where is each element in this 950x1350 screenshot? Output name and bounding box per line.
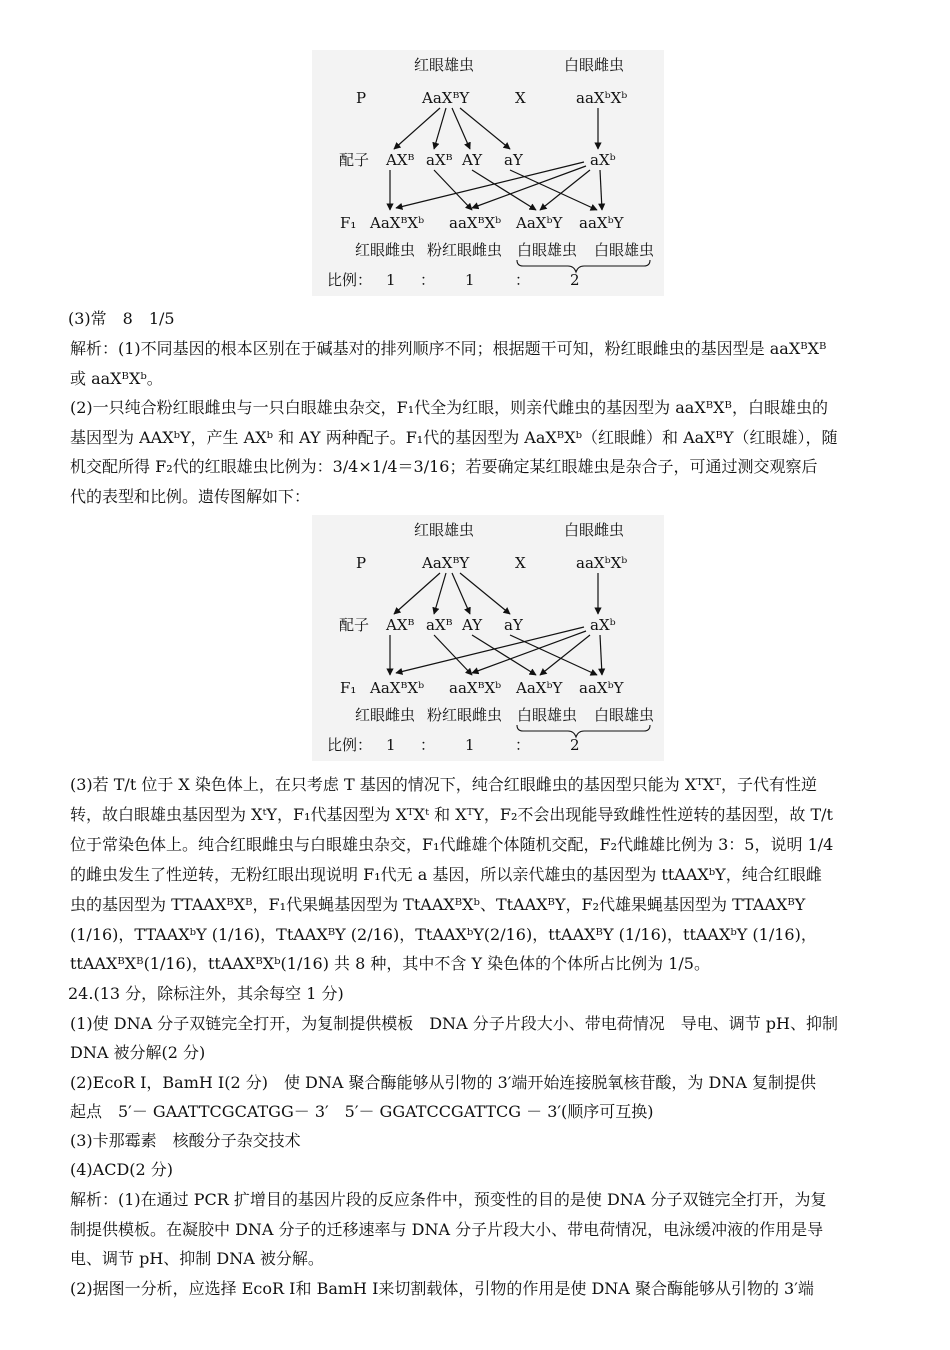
p-generation-label: P: [356, 89, 367, 107]
genetic-cross-diagram: [312, 50, 664, 296]
analysis-line: (2)据图一分析，应选择 EcoR Ⅰ和 BamH Ⅰ来切割载体，引物的作用是使 DNA 聚合酶能够从引物的 3′端: [70, 1279, 814, 1298]
answer-line: 起点 5′－ GAATTCGCATGG－ 3′ 5′－ GGATCCGATTCG － 3′(顺序可互换): [70, 1102, 654, 1121]
analysis-line: 代的表型和比例。遗传图解如下：: [70, 487, 311, 506]
f1-genotype: aaXᵇY: [579, 679, 624, 697]
header-female-label: 白眼雌虫: [564, 521, 625, 539]
ratio-separator: ：: [420, 271, 436, 289]
genetic-cross-diagram: [312, 515, 664, 761]
ratio-separator: ：: [515, 271, 531, 289]
answer-line: DNA 被分解(2 分): [70, 1043, 206, 1062]
cross-arrow: [510, 170, 597, 210]
f1-genotype: AaXᵇY: [516, 214, 563, 232]
analysis-line: 电、调节 pH、抑制 DNA 被分解。: [70, 1249, 324, 1268]
f1-phenotype: 红眼雌虫: [355, 241, 416, 259]
cross-arrow: [434, 573, 446, 614]
cross-arrow: [394, 573, 440, 614]
f1-phenotype: 粉红眼雌虫: [427, 241, 503, 259]
ratio-separator: ：: [420, 736, 436, 754]
analysis-line: (1/16)，TTAAXᵇY (1/16)，TtAAXᴮY (2/16)，TtAAXᵇY(2/16)，ttAAXᴮY (1/16)，ttAAXᵇY (1/16)，: [70, 925, 817, 944]
parent-female-genotype: aaXᵇXᵇ: [576, 89, 628, 107]
cross-arrow: [540, 635, 590, 675]
analysis-line: 解析：(1)不同基因的根本区别在于碱基对的排列顺序不同；根据题干可知，粉红眼雌虫的基因型是 aaXᴮXᴮ: [70, 339, 827, 358]
cross-symbol: X: [515, 89, 526, 107]
analysis-line: (2)一只纯合粉红眼雌虫与一只白眼雄虫杂交，F₁代全为红眼，则亲代雌虫的基因型为 aaXᴮXᴮ，白眼雄虫的: [70, 398, 828, 417]
analysis-line: (3)若 T/t 位于 X 染色体上，在只考虑 T 基因的情况下，纯合红眼雌虫的基因型只能为 XᵀXᵀ，子代有性逆: [70, 775, 818, 794]
ratio-label: 比例：: [327, 736, 373, 754]
ratio-value: 1: [465, 736, 475, 754]
ratio-value: 1: [386, 271, 396, 289]
f1-genotype: AaXᵇY: [516, 679, 563, 697]
answer-line: (3)卡那霉素 核酸分子杂交技术: [70, 1131, 301, 1150]
f1-phenotype: 粉红眼雌虫: [427, 706, 503, 724]
cross-arrow: [600, 170, 602, 210]
parent-female-genotype: aaXᵇXᵇ: [576, 554, 628, 572]
parent-male-genotype: AaXᴮY: [422, 554, 470, 572]
question-heading: 24.(13 分，除标注外，其余每空 1 分): [68, 984, 344, 1003]
f1-genotype: AaXᴮXᵇ: [370, 679, 425, 697]
cross-arrow: [510, 635, 597, 675]
gamete-female: aXᵇ: [590, 616, 616, 634]
f1-phenotype: 红眼雌虫: [355, 706, 416, 724]
ratio-label: 比例：: [327, 271, 373, 289]
f1-label: F₁: [340, 679, 357, 697]
gamete-male: aXᴮ: [426, 616, 453, 634]
cross-arrow: [434, 108, 446, 149]
gamete-male: AXᴮ: [386, 616, 415, 634]
header-female-label: 白眼雌虫: [564, 56, 625, 74]
answer-line: (3)常 8 1/5: [68, 309, 175, 328]
f1-genotype: aaXᵇY: [579, 214, 624, 232]
gamete-male: AXᴮ: [386, 151, 415, 169]
gamete-male: aY: [504, 616, 523, 634]
analysis-line: 虫的基因型为 TTAAXᴮXᴮ，F₁代果蝇基因型为 TtAAXᴮXᵇ、TtAAXᴮY，F₂代雄果蝇基因型为 TTAAXᴮY: [70, 895, 806, 914]
answer-line: (1)使 DNA 分子双链完全打开，为复制提供模板 DNA 分子片段大小、带电荷情况 导电、调节 pH、抑制: [70, 1014, 838, 1033]
analysis-line: 制提供模板。在凝胶中 DNA 分子的迁移速率与 DNA 分子片段大小、带电荷情况，电泳缓冲液的作用是导: [70, 1220, 824, 1239]
ratio-value: 1: [465, 271, 475, 289]
grouping-brace: [517, 725, 650, 737]
cross-symbol: X: [515, 554, 526, 572]
ratio-value: 1: [386, 736, 396, 754]
analysis-line: 的雌虫发生了性逆转，无粉红眼出现说明 F₁代无 a 基因，所以亲代雄虫的基因型为 ttAAXᵇY，纯合红眼雌: [70, 865, 822, 884]
gamete-label: 配子: [339, 151, 370, 169]
cross-arrow: [434, 635, 472, 675]
cross-arrow: [394, 108, 440, 149]
f1-label: F₁: [340, 214, 357, 232]
gamete-label: 配子: [339, 616, 370, 634]
f1-genotype: aaXᴮXᵇ: [449, 214, 502, 232]
f1-genotype: AaXᴮXᵇ: [370, 214, 425, 232]
header-male-label: 红眼雄虫: [414, 56, 475, 74]
cross-arrow: [540, 170, 590, 210]
analysis-line: 解析：(1)在通过 PCR 扩增目的基因片段的反应条件中，预变性的目的是使 DNA 分子双链完全打开，为复: [70, 1190, 827, 1209]
analysis-line: 机交配所得 F₂代的红眼雄虫比例为：3/4×1/4＝3/16；若要确定某红眼雄虫是杂合子，可通过测交观察后: [70, 457, 818, 476]
cross-arrow: [434, 170, 472, 210]
analysis-line: ttAAXᴮXᴮ(1/16)，ttAAXᴮXᵇ(1/16) 共 8 种，其中不含 Y 染色体的个体所占比例为 1/5。: [70, 954, 710, 973]
cross-arrows: [312, 515, 664, 761]
ratio-separator: ：: [515, 736, 531, 754]
cross-arrows: [312, 50, 664, 296]
gamete-male: aY: [504, 151, 523, 169]
analysis-line: 基因型为 AAXᵇY，产生 AXᵇ 和 AY 两种配子。F₁代的基因型为 AaXᴮXᵇ（红眼雌）和 AaXᴮY（红眼雄），随: [70, 428, 838, 447]
ratio-value: 2: [570, 736, 580, 754]
analysis-line: 位于常染色体上。纯合红眼雌虫与白眼雄虫杂交，F₁代雌雄个体随机交配，F₂代雌雄比例为 3：5，说明 1/4: [70, 835, 834, 854]
f1-phenotype: 白眼雄虫: [594, 241, 655, 259]
ratio-value: 2: [570, 271, 580, 289]
parent-male-genotype: AaXᴮY: [422, 89, 470, 107]
analysis-line: 转，故白眼雄虫基因型为 XᵗY，F₁代基因型为 XᵀXᵗ 和 XᵀY，F₂不会出现能导致雌性性逆转的基因型，故 T/t: [70, 805, 833, 824]
f1-phenotype: 白眼雄虫: [517, 241, 578, 259]
gamete-male: aXᴮ: [426, 151, 453, 169]
gamete-male: AY: [462, 151, 483, 169]
analysis-line: 或 aaXᴮXᵇ。: [70, 369, 163, 388]
gamete-female: aXᵇ: [590, 151, 616, 169]
f1-genotype: aaXᴮXᵇ: [449, 679, 502, 697]
answer-line: (2)EcoR Ⅰ，BamH Ⅰ(2 分) 使 DNA 聚合酶能够从引物的 3′端开始连接脱氧核苷酸，为 DNA 复制提供: [70, 1073, 816, 1092]
header-male-label: 红眼雄虫: [414, 521, 475, 539]
answer-line: (4)ACD(2 分): [70, 1160, 174, 1179]
f1-phenotype: 白眼雄虫: [517, 706, 578, 724]
p-generation-label: P: [356, 554, 367, 572]
cross-arrow: [600, 635, 602, 675]
gamete-male: AY: [462, 616, 483, 634]
grouping-brace: [517, 260, 650, 272]
f1-phenotype: 白眼雄虫: [594, 706, 655, 724]
